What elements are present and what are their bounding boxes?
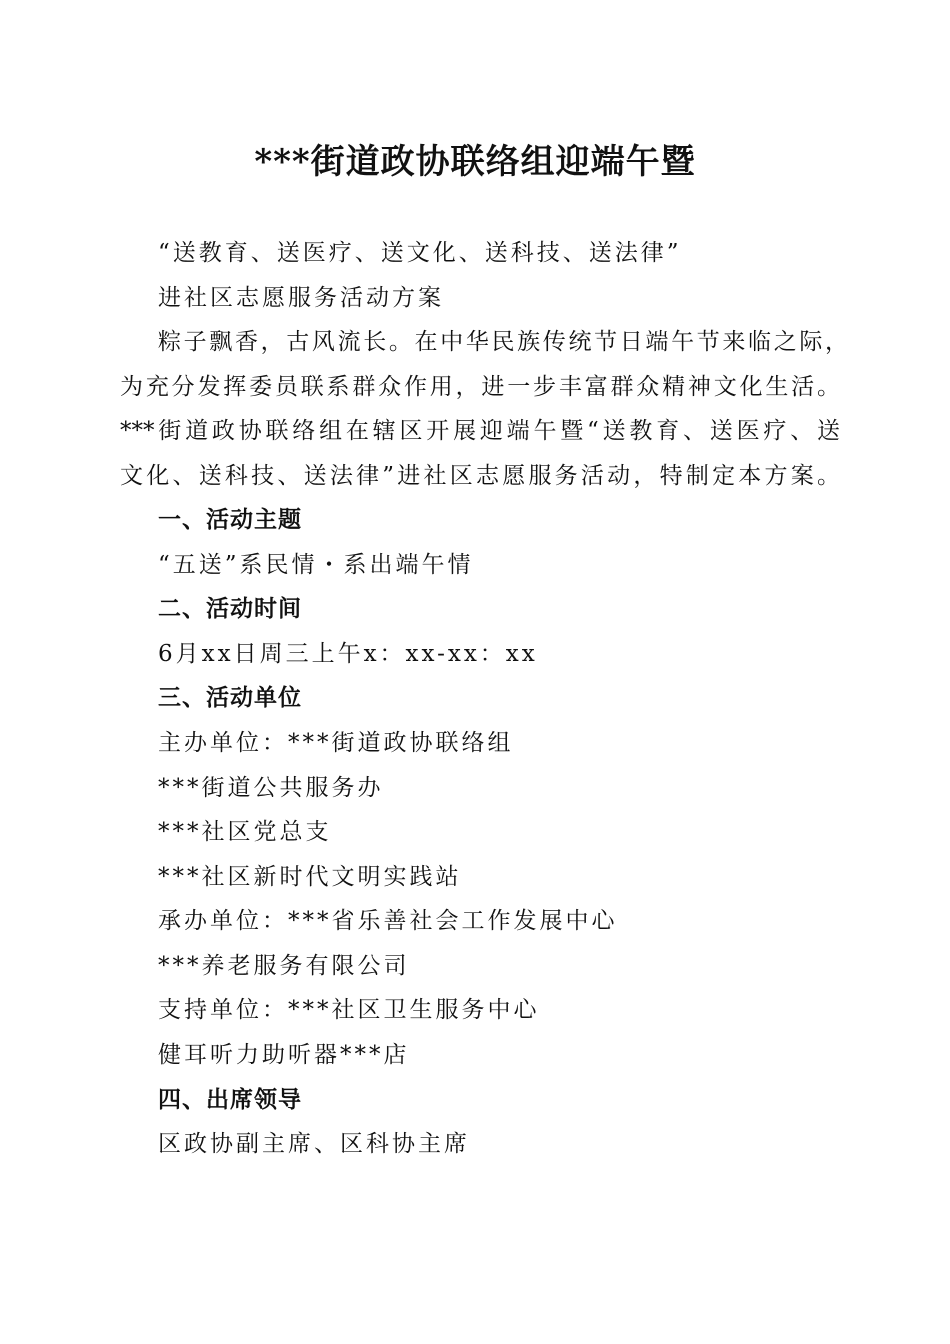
intro-paragraph-line-4: 文化、送科技、送法律”进社区志愿服务活动，特制定本方案。 [120,463,840,489]
section-1-heading: 一、活动主题 [158,507,302,533]
subtitle-line-2: 进社区志愿服务活动方案 [158,285,444,311]
intro-paragraph-line-3: ***街道政协联络组在辖区开展迎端午暨“送教育、送医疗、送 [120,418,840,444]
organizer-line: 健耳听力助听器***店 [158,1042,410,1068]
intro-paragraph-line-1: 粽子飘香，古风流长。在中华民族传统节日端午节来临之际， [158,329,848,355]
section-1-content: “五送”系民情・系出端午情 [158,552,474,578]
intro-paragraph-line-2: 为充分发挥委员联系群众作用，进一步丰富群众精神文化生活。 [120,374,840,400]
section-2-content: 6月xx日周三上午x：xx-xx：xx [158,641,538,667]
organizer-line: 承办单位：***省乐善社会工作发展中心 [158,908,618,934]
document-title: ***街道政协联络组迎端午暨 [254,142,696,182]
section-2-heading: 二、活动时间 [158,596,302,622]
section-4-heading: 四、出席领导 [158,1087,302,1113]
organizer-line: ***街道公共服务办 [158,775,384,801]
section-3-heading: 三、活动单位 [158,685,302,711]
organizer-line: 主办单位：***街道政协联络组 [158,730,514,756]
organizer-line: ***社区新时代文明实践站 [158,864,462,890]
organizer-line: 支持单位：***社区卫生服务中心 [158,997,540,1023]
subtitle-line-1: “送教育、送医疗、送文化、送科技、送法律” [158,240,682,266]
section-4-content: 区政协副主席、区科协主席 [158,1131,470,1157]
organizer-line: ***社区党总支 [158,819,332,845]
organizer-line: ***养老服务有限公司 [158,953,410,979]
